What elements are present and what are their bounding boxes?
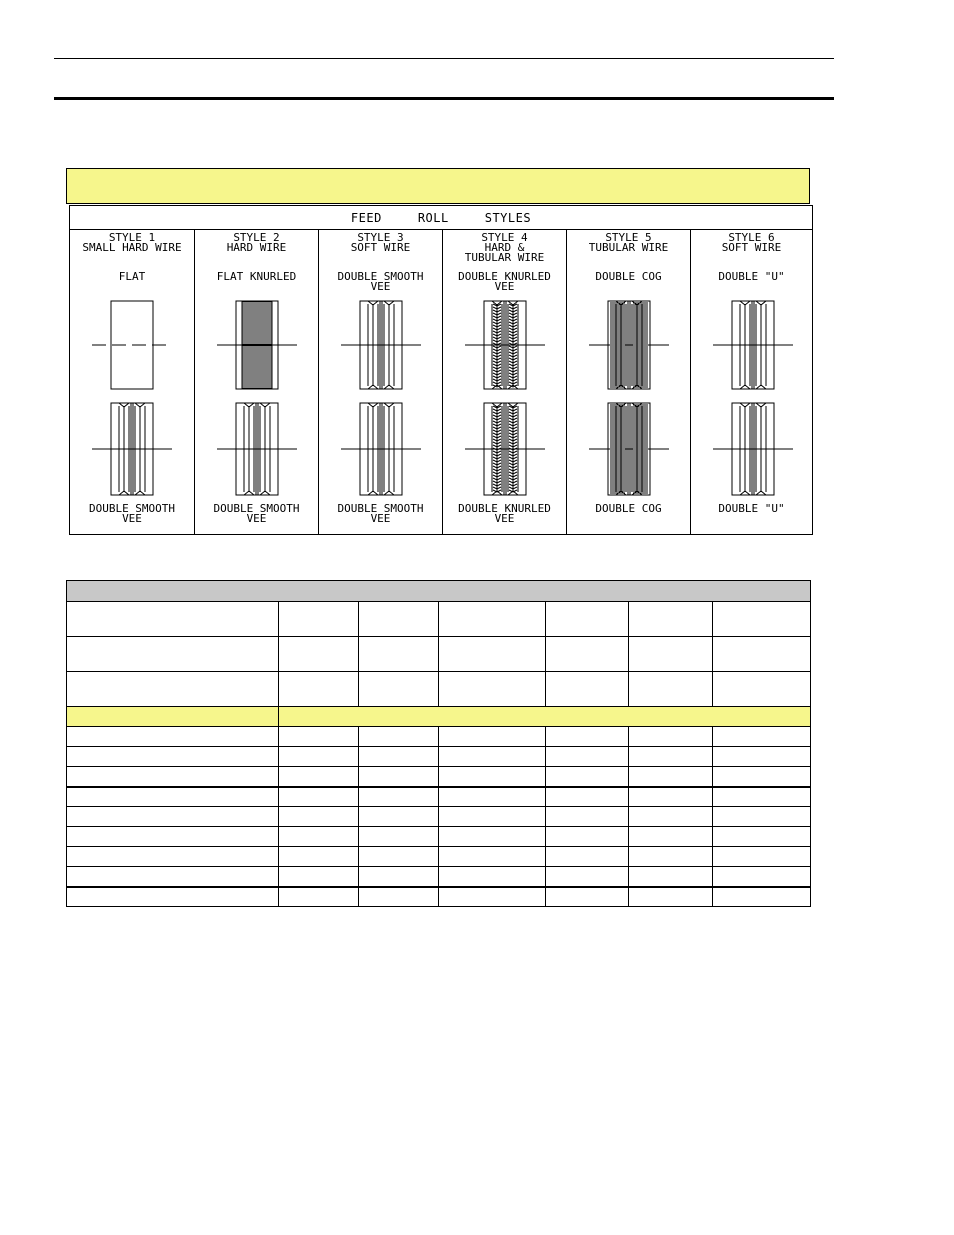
header-rule-thin xyxy=(54,58,834,59)
double-knurled-vee-roll-icon xyxy=(465,403,545,495)
feed-roll-styles-panel xyxy=(69,205,813,535)
style-top-line2: VEE xyxy=(370,280,391,293)
table-col-line xyxy=(712,726,713,906)
style-column xyxy=(690,229,812,534)
title-word: ROLL xyxy=(417,210,449,225)
style-bottom: DOUBLE SMOOTH xyxy=(337,502,424,515)
table-col-line xyxy=(278,601,279,706)
double-smooth-vee-roll-icon xyxy=(341,301,421,389)
style-line2: SMALL HARD WIRE xyxy=(82,241,182,254)
style-line2: TUBULAR WIRE xyxy=(588,241,669,254)
double-smooth-vee-roll-icon xyxy=(341,403,421,495)
table-col-line xyxy=(358,601,359,706)
style-line1: STYLE 6 xyxy=(728,231,775,244)
table-header-row xyxy=(67,581,810,602)
style-line2: SOFT WIRE xyxy=(350,241,411,254)
style-line2: HARD WIRE xyxy=(226,241,287,254)
style-column xyxy=(566,229,690,534)
style-line1: STYLE 1 xyxy=(108,231,156,244)
table-yellow-row xyxy=(67,706,810,726)
style-top: FLAT KNURLED xyxy=(216,270,297,283)
style-line3: TUBULAR WIRE xyxy=(464,251,545,264)
table-col-line xyxy=(438,601,439,706)
double-cog-roll-icon xyxy=(589,403,669,495)
table-col-line xyxy=(712,601,713,706)
table-col-line xyxy=(545,726,546,906)
style-column xyxy=(318,229,442,534)
style-bottom-line2: VEE xyxy=(370,512,391,525)
style-bottom: DOUBLE COG xyxy=(595,502,662,515)
style-bottom: DOUBLE SMOOTH xyxy=(213,502,300,515)
double-knurled-vee-roll-icon xyxy=(465,301,545,389)
style-top: DOUBLE COG xyxy=(595,270,662,283)
flat-knurled-roll-icon xyxy=(217,301,297,389)
title-word: STYLES xyxy=(484,210,532,225)
table-col-line xyxy=(358,726,359,906)
style-bottom: DOUBLE "U" xyxy=(718,502,785,515)
double-cog-roll-icon xyxy=(589,301,669,389)
style-top: DOUBLE "U" xyxy=(718,270,785,283)
style-top: DOUBLE SMOOTH xyxy=(337,270,424,283)
table-col-line xyxy=(628,726,629,906)
style-bottom-line2: VEE xyxy=(494,512,515,525)
style-bottom: DOUBLE SMOOTH xyxy=(88,502,176,515)
style-bottom-line2: VEE xyxy=(246,512,267,525)
style-line2: HARD & xyxy=(484,241,525,254)
style-bottom-line2: VEE xyxy=(122,512,142,525)
style-line1: STYLE 5 xyxy=(605,231,652,244)
style-line1: STYLE 2 xyxy=(233,231,280,244)
table-col-line xyxy=(545,601,546,706)
table-col-line xyxy=(278,726,279,906)
style-column xyxy=(70,229,194,534)
flat-roll-icon xyxy=(92,301,172,389)
style-line2: SOFT WIRE xyxy=(721,241,782,254)
feed-roll-title xyxy=(70,206,812,230)
style-column xyxy=(194,229,318,534)
style-bottom: DOUBLE KNURLED xyxy=(458,502,551,515)
style-column xyxy=(442,229,566,534)
header-rule-thick xyxy=(54,97,834,100)
style-top: FLAT xyxy=(118,270,146,283)
double-smooth-vee-roll-icon xyxy=(92,403,172,495)
style-top-line2: VEE xyxy=(494,280,515,293)
table-col-line xyxy=(438,726,439,906)
double-u-roll-icon xyxy=(713,403,793,495)
title-word: FEED xyxy=(350,210,382,225)
feed-roll-table xyxy=(66,580,811,907)
style-line1: STYLE 4 xyxy=(481,231,528,244)
double-smooth-vee-roll-icon xyxy=(217,403,297,495)
double-u-roll-icon xyxy=(713,301,793,389)
style-line1: STYLE 3 xyxy=(357,231,404,244)
yellow-banner xyxy=(66,168,810,204)
table-row-line xyxy=(67,706,810,707)
style-top: DOUBLE KNURLED xyxy=(458,270,551,283)
table-col-line xyxy=(628,601,629,706)
table-col-line xyxy=(278,706,279,726)
